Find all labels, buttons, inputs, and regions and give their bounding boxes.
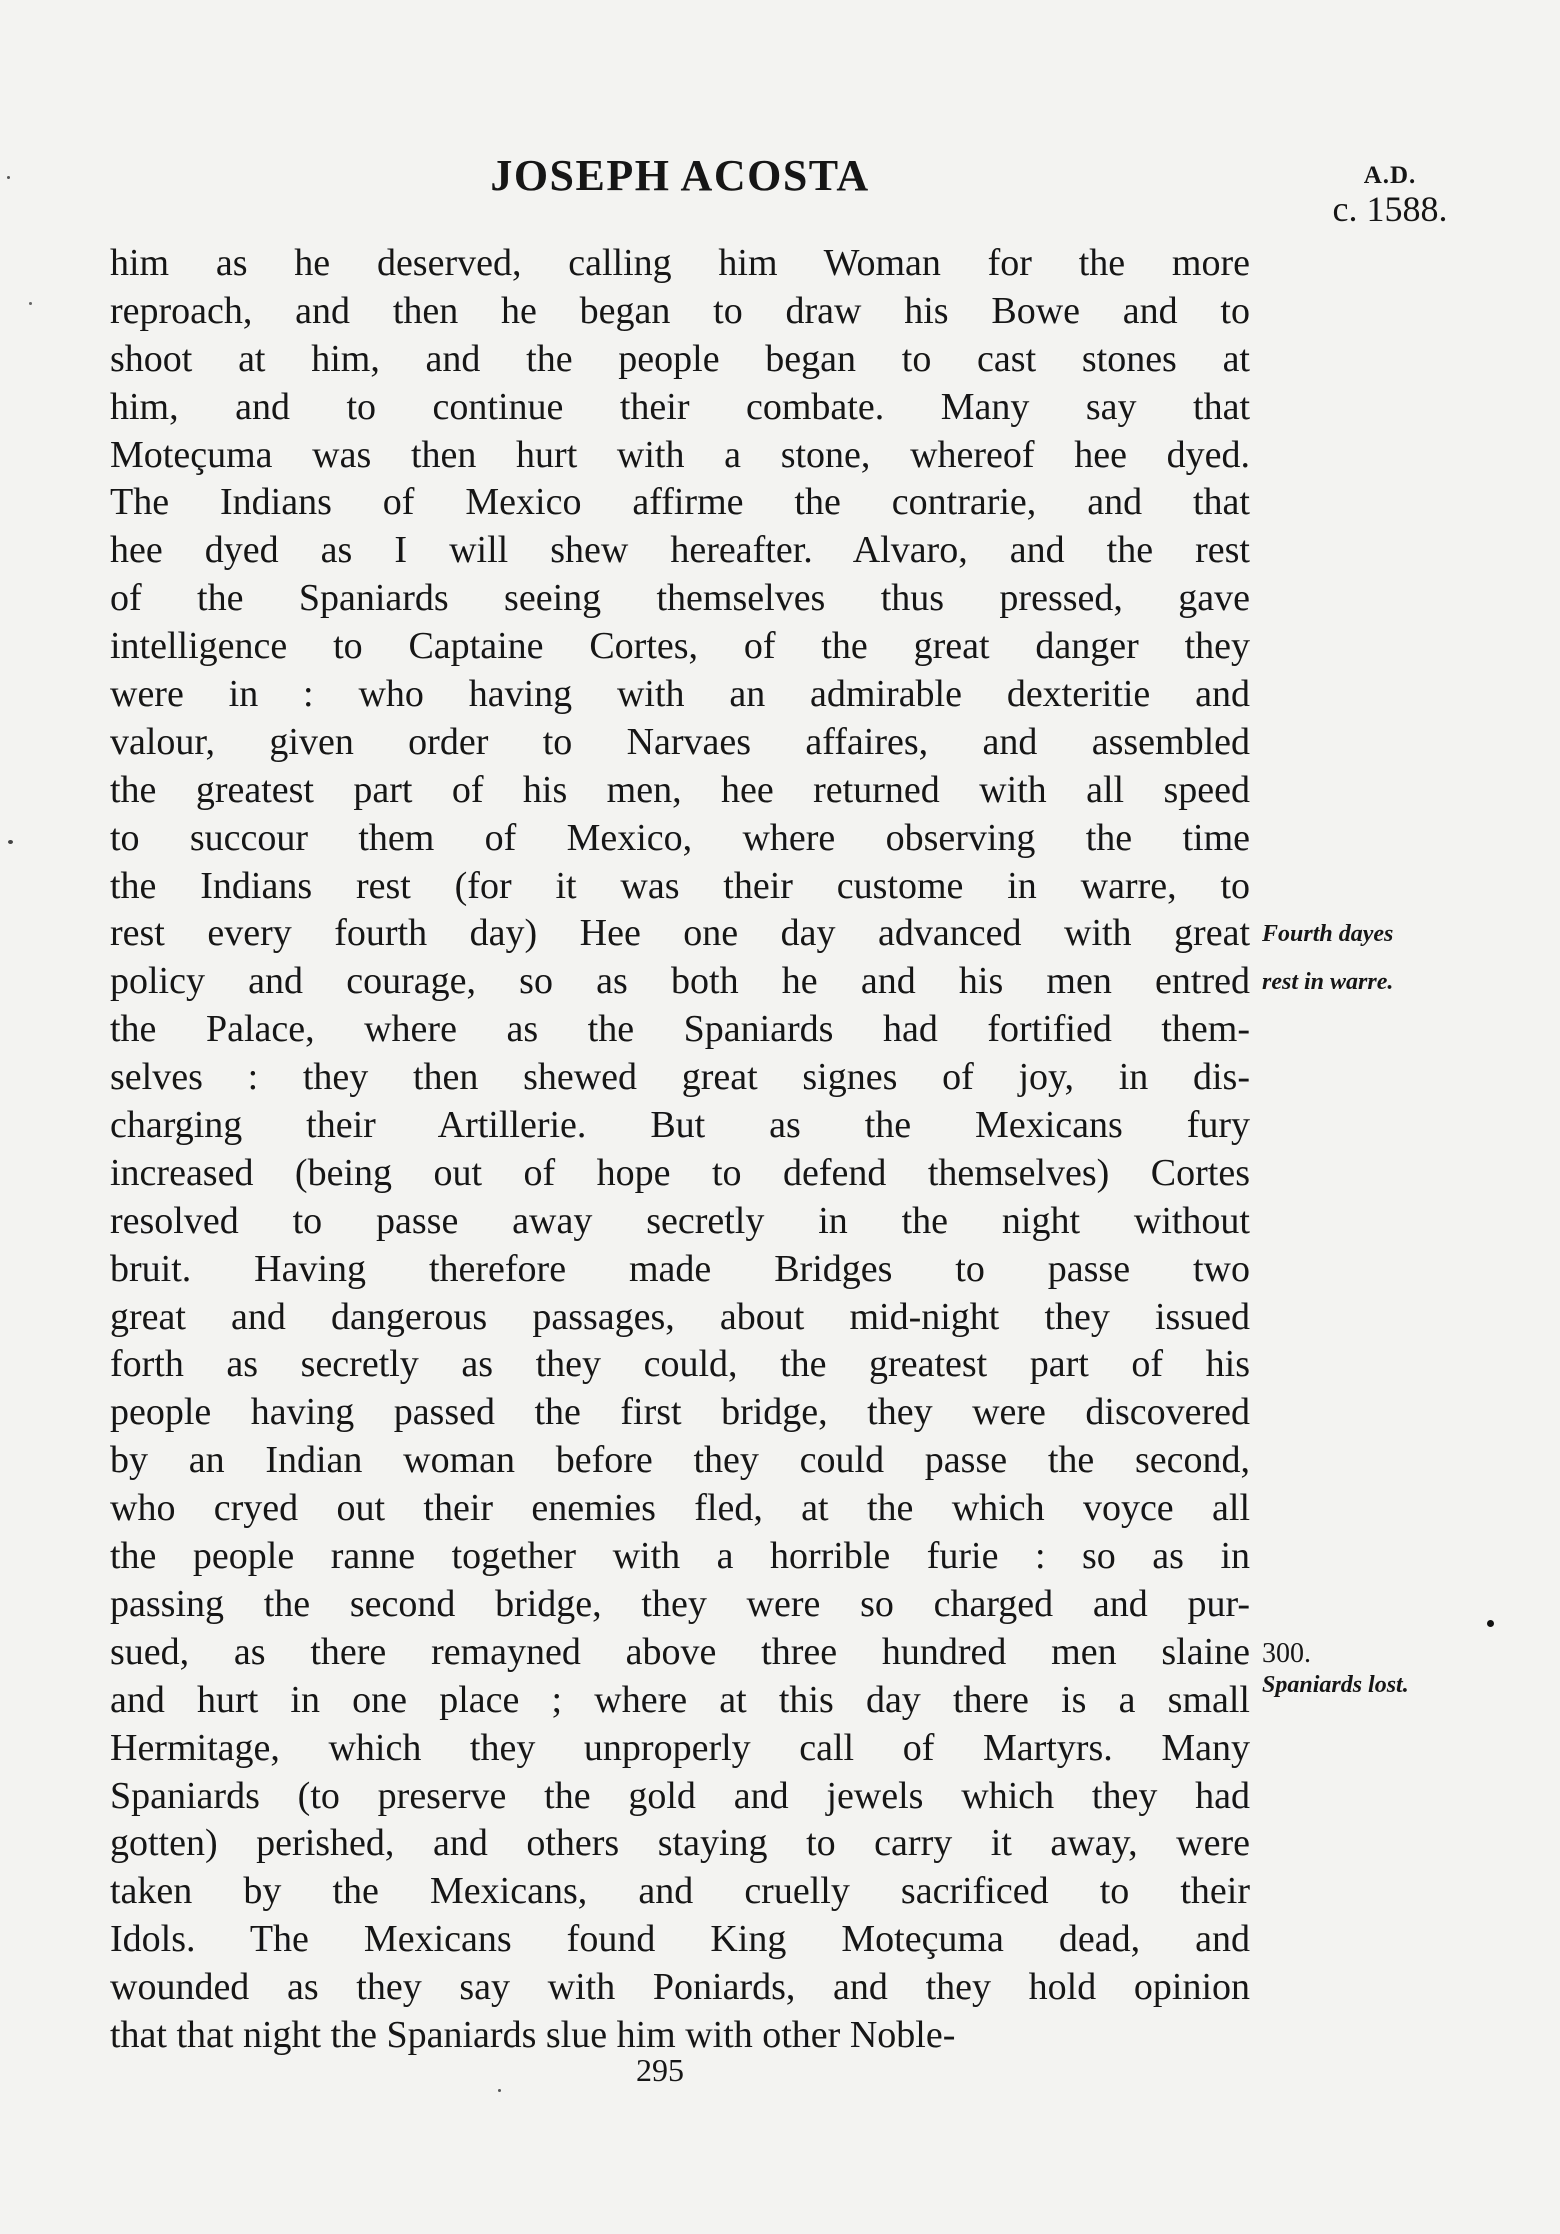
text-line: resolved to passe away secretly in the night without (110, 1199, 1250, 1242)
text-line: wounded as they say with Poniards, and they hold opinion (110, 1966, 1250, 2009)
print-speck (8, 840, 13, 844)
text-line: great and dangerous passages, about mid-night they issued (110, 1295, 1250, 1338)
print-speck (498, 2089, 501, 2092)
print-speck (7, 176, 10, 179)
page-header: JOSEPH ACOSTA (490, 151, 870, 200)
text-line: gotten) perished, and others staying to carry it away, were (110, 1822, 1250, 1865)
text-line: taken by the Mexicans, and cruelly sacrificed to their (110, 1870, 1250, 1913)
text-line: of the Spaniards seeing themselves thus pressed, gave (110, 577, 1250, 620)
text-line: hee dyed as I will shew hereafter. Alvaro, and the rest (110, 529, 1250, 572)
text-line: selves : they then shewed great signes of joy, in dis- (110, 1056, 1250, 1099)
margin-note-300: 300. (1262, 1638, 1311, 1669)
text-line: were in : who having with an admirable dexteritie and (110, 673, 1250, 716)
text-line: Moteçuma was then hurt with a stone, whereof hee dyed. (110, 433, 1250, 476)
text-line: charging their Artillerie. But as the Mexicans fury (110, 1104, 1250, 1147)
date-block (1300, 162, 1480, 230)
text-line: that that night the Spaniards slue him with other Noble- (110, 2013, 956, 2056)
text-line: bruit. Having therefore made Bridges to passe two (110, 1247, 1250, 1290)
text-line: Hermitage, which they unproperly call of Martyrs. Many (110, 1726, 1250, 1769)
text-line: valour, given order to Narvaes affaires, and assembled (110, 720, 1250, 763)
text-line: him as he deserved, calling him Woman for the more (110, 242, 1250, 284)
page-number: 295 (636, 2052, 684, 2088)
body-text (110, 240, 1250, 2060)
text-line: Idols. The Mexicans found King Moteçuma dead, and (110, 1918, 1250, 1961)
text-line: sued, as there remayned above three hundred men slaine (110, 1630, 1250, 1673)
text-line: and hurt in one place ; where at this day there is a small (110, 1678, 1250, 1721)
text-line: The Indians of Mexico affirme the contrarie, and that (110, 481, 1250, 524)
print-speck (1487, 1620, 1494, 1627)
print-speck (29, 302, 32, 305)
text-line: people having passed the first bridge, they were discovered (110, 1391, 1250, 1434)
text-line: the greatest part of his men, hee returned with all speed (110, 768, 1250, 811)
text-line: him, and to continue their combate. Many say that (110, 385, 1250, 428)
text-line: by an Indian woman before they could passe the second, (110, 1439, 1250, 1482)
text-line: the people ranne together with a horrible furie : so as in (110, 1535, 1250, 1578)
date-year: c. 1588. (1332, 189, 1448, 229)
date-era: A.D. (1363, 162, 1417, 189)
text-line: increased (being out of hope to defend themselves) Cortes (110, 1151, 1250, 1194)
text-line: who cryed out their enemies fled, at the which voyce all (110, 1487, 1250, 1530)
text-line: policy and courage, so as both he and his men entred (110, 960, 1250, 1003)
margin-note-spaniards-lost: Spaniards lost. (1262, 1672, 1409, 1698)
text-line: shoot at him, and the people began to cast stones at (110, 337, 1250, 380)
text-line: passing the second bridge, they were so charged and pur- (110, 1582, 1250, 1625)
text-line: to succour them of Mexico, where observing the time (110, 816, 1250, 859)
text-line: reproach, and then he began to draw his Bowe and to (110, 289, 1250, 332)
margin-note-rest-in-warre: rest in warre. (1262, 969, 1394, 995)
text-line: the Indians rest (for it was their custome in warre, to (110, 864, 1250, 907)
text-line: intelligence to Captaine Cortes, of the great danger they (110, 625, 1250, 668)
text-line: the Palace, where as the Spaniards had fortified them- (110, 1008, 1250, 1051)
text-line: rest every fourth day) Hee one day advanced with great (110, 912, 1250, 955)
text-line: Spaniards (to preserve the gold and jewels which they had (110, 1774, 1250, 1817)
text-line: forth as secretly as they could, the greatest part of his (110, 1343, 1250, 1386)
margin-note-fourth-days: Fourth dayes (1262, 921, 1394, 947)
